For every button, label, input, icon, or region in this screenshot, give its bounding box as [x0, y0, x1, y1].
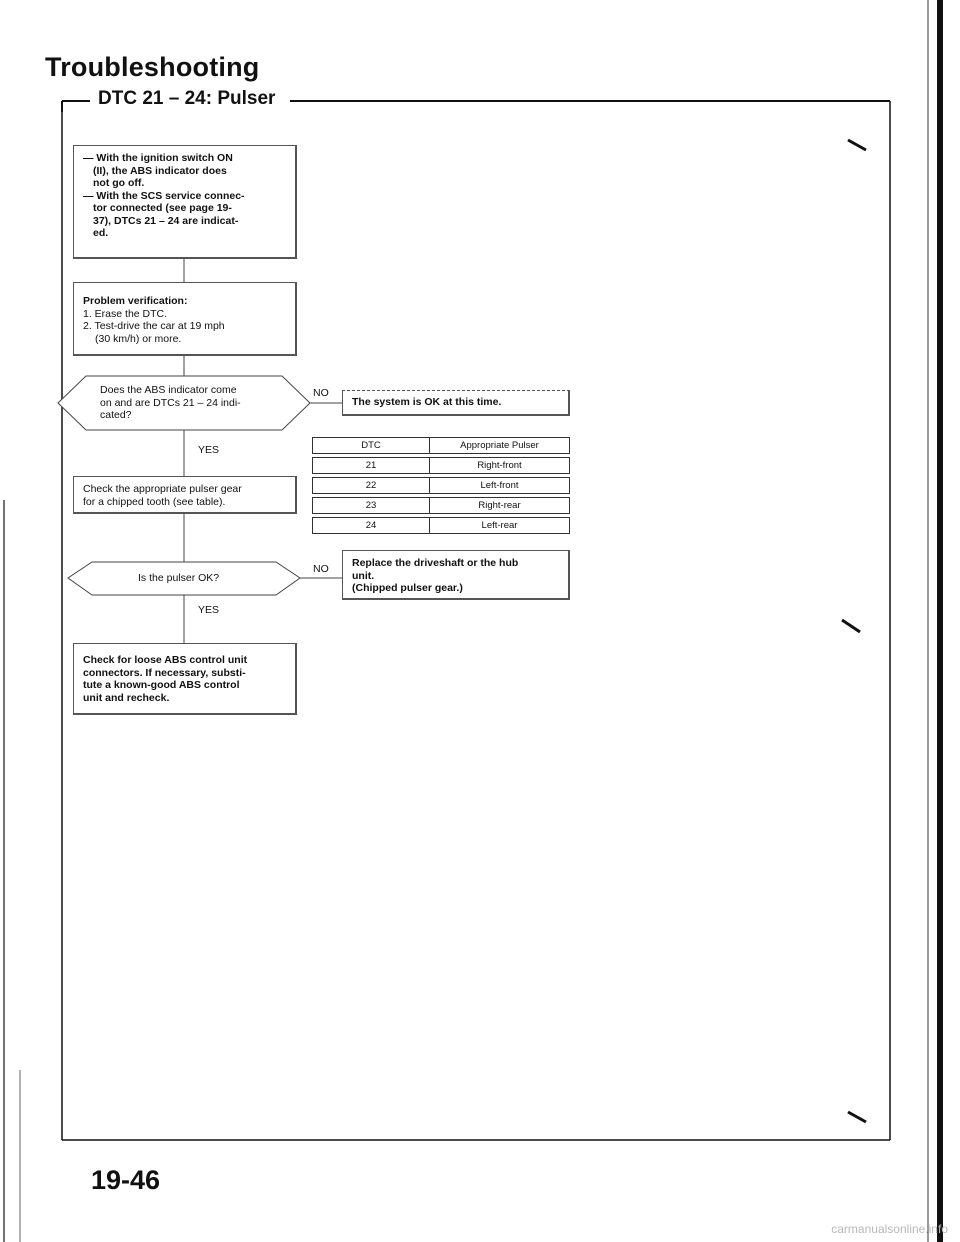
watermark: carmanualsonline.info [831, 1222, 948, 1236]
replace-line: (Chipped pulser gear.) [352, 582, 463, 594]
step2-heading: Problem verification: [83, 295, 188, 307]
step1-line: (II), the ABS indicator does [93, 164, 227, 177]
step2-line: 1. Erase the DTC. [83, 307, 168, 320]
step2-line: 2. Test-drive the car at 19 mph [83, 320, 225, 332]
table-cell-pulser: Left-rear [430, 518, 570, 534]
decision-1-yes-label: YES [198, 444, 220, 456]
table-cell-dtc: 24 [313, 518, 430, 534]
table-header-dtc: DTC [313, 438, 430, 454]
flow-step-initial-conditions [73, 145, 297, 259]
table-cell-dtc: 21 [313, 458, 430, 474]
dtc-pulser-table [312, 437, 570, 534]
flow-step-check-pulser-gear [73, 476, 297, 514]
decision-1-text [100, 384, 290, 422]
step4-line: Check for loose ABS control unit [83, 654, 248, 666]
page-title: Troubleshooting [45, 52, 260, 82]
decision-1-no-label: NO [313, 387, 329, 399]
result-system-ok: The system is OK at this time. [342, 390, 570, 416]
table-row [313, 458, 570, 474]
step1-line: — With the ignition switch ON [83, 152, 233, 164]
step4-line: tute a known-good ABS control [83, 679, 240, 691]
flow-step-problem-verification [73, 282, 297, 356]
step1-line: 37), DTCs 21 – 24 are indicat- [93, 214, 239, 227]
table-cell-pulser: Right-front [430, 458, 570, 474]
table-cell-pulser: Right-rear [430, 498, 570, 514]
table-cell-dtc: 23 [313, 498, 430, 514]
table-header-row [313, 438, 570, 454]
flow-step-check-connectors [73, 643, 297, 715]
table-cell-dtc: 22 [313, 478, 430, 494]
decision1-line: on and are DTCs 21 – 24 indi- [100, 396, 241, 409]
step1-line: not go off. [93, 177, 145, 189]
step4-line: unit and recheck. [83, 691, 170, 704]
decision1-line: cated? [100, 409, 132, 421]
step2-line: (30 km/h) or more. [95, 332, 182, 345]
page-number: 19-46 [91, 1165, 161, 1195]
step1-line: ed. [93, 227, 109, 239]
decision-2-no-label: NO [313, 563, 329, 575]
step4-line: connectors. If necessary, substi- [83, 666, 246, 679]
replace-line: unit. [352, 569, 375, 582]
step1-line: tor connected (see page 19- [93, 202, 232, 214]
table-row [313, 518, 570, 534]
step3-line: for a chipped tooth (see table). [83, 495, 226, 508]
result-replace-driveshaft [342, 550, 570, 600]
decision1-line: Does the ABS indicator come [100, 384, 237, 396]
table-row [313, 478, 570, 494]
table-cell-pulser: Left-front [430, 478, 570, 494]
decision-2-text: Is the pulser OK? [138, 572, 220, 584]
replace-line: Replace the driveshaft or the hub [352, 557, 519, 569]
section-title: DTC 21 – 24: Pulser [92, 88, 281, 110]
decision-2-yes-label: YES [198, 604, 220, 616]
step1-line: — With the SCS service connec- [83, 189, 245, 202]
step3-line: Check the appropriate pulser gear [83, 483, 242, 495]
table-row [313, 498, 570, 514]
table-header-pulser: Appropriate Pulser [430, 438, 570, 454]
